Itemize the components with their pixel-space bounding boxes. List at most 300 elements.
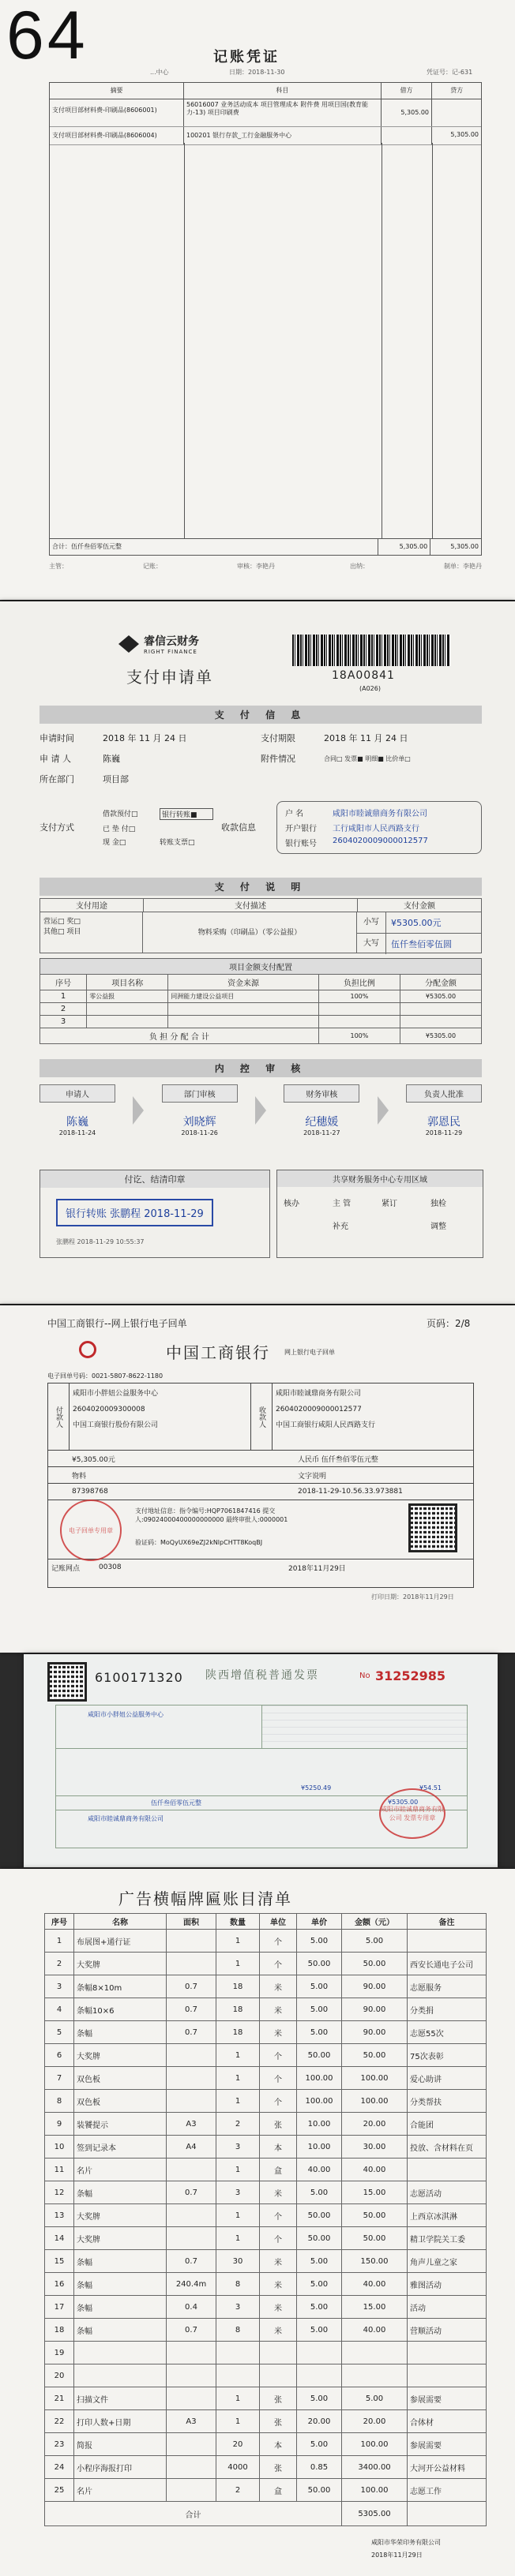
share-item: 主 管 xyxy=(333,1200,351,1208)
list-cell: 条幅 xyxy=(74,2250,167,2273)
list-cell: 1 xyxy=(216,2227,260,2250)
list-cell: 大奖牌 xyxy=(74,2204,167,2227)
list-row xyxy=(45,2387,487,2410)
list-cell: 90.00 xyxy=(342,2021,408,2044)
list-cell: 20.00 xyxy=(342,2410,408,2433)
list-cell xyxy=(297,2342,342,2364)
list-cell: 3400.00 xyxy=(342,2456,408,2479)
list-cell: 本 xyxy=(260,2433,297,2456)
list-header: 名称 xyxy=(74,1914,167,1930)
receipt-tx-no: 87398768 xyxy=(72,1488,108,1496)
list-cell: 10.00 xyxy=(297,2136,342,2159)
list-cell xyxy=(167,2456,216,2479)
payer-bank: 中国工商银行股份有限公司 xyxy=(73,1421,159,1429)
brand-logo-icon xyxy=(118,635,139,653)
alloc-header: 负担比例 xyxy=(318,975,400,990)
list-cell: 100.00 xyxy=(342,2067,408,2090)
alloc-total-pct: 100% xyxy=(318,1028,400,1044)
list-row xyxy=(45,2433,487,2456)
section-desc: 支 付 说 明 xyxy=(39,878,482,896)
share-items xyxy=(277,1187,483,1241)
list-cell: 1 xyxy=(216,2410,260,2433)
payee-box xyxy=(276,801,482,854)
list-cell: 7 xyxy=(45,2067,74,2090)
list-row xyxy=(45,1953,487,1975)
alloc-row xyxy=(40,990,482,1003)
list-cell: 75次表彰 xyxy=(408,2044,487,2067)
list-cell xyxy=(408,2364,487,2387)
alloc-header: 项目名称 xyxy=(87,975,168,990)
list-cell: 米 xyxy=(260,2250,297,2273)
list-row xyxy=(45,2342,487,2364)
list-cell: 小程序海报打印 xyxy=(74,2456,167,2479)
list-cell: 11 xyxy=(45,2159,74,2181)
payer-name: 咸阳市小胖妞公益服务中心 xyxy=(73,1390,159,1398)
list-row xyxy=(45,2364,487,2387)
list-cell xyxy=(167,2479,216,2502)
list-cell: 40.00 xyxy=(342,2319,408,2342)
receipt-amount: ¥5,305.00元 xyxy=(72,1455,115,1464)
review-step xyxy=(162,1084,238,1136)
share-item: 调整 xyxy=(430,1222,446,1231)
list-cell: 个 xyxy=(260,1953,297,1975)
list-cell xyxy=(408,2342,487,2364)
payee-name-label: 户 名 xyxy=(285,809,304,818)
list-cell: 装饕提示 xyxy=(74,2113,167,2136)
voucher-row-credit: 5,305.00 xyxy=(450,131,479,138)
brand-logo xyxy=(118,633,199,655)
list-cell: 双色板 xyxy=(74,2090,167,2113)
list-cell: 3 xyxy=(216,2136,260,2159)
list-title: 广告横幅牌匾账目清单 xyxy=(118,1889,292,1908)
list-cell xyxy=(167,1953,216,1975)
attachment: 合同□ 发票■ 明细■ 比价单□ xyxy=(324,754,411,762)
method-option: 已 垫 付□ xyxy=(103,825,136,833)
pay-use: 营运□ xyxy=(43,918,65,926)
list-row xyxy=(45,1998,487,2021)
list-cell: 打印人数+日期 xyxy=(74,2410,167,2433)
list-cell xyxy=(408,2159,487,2181)
alloc-total-label: 负 担 分 配 合 计 xyxy=(40,1028,319,1044)
paid-title: 付讫、结清印章 xyxy=(40,1170,269,1188)
big-label: 大写 xyxy=(357,934,386,954)
share-block xyxy=(276,1170,483,1258)
list-cell: 5.00 xyxy=(342,2387,408,2410)
list-cell: 条幅 xyxy=(74,2021,167,2044)
voucher-row xyxy=(50,99,481,127)
list-cell: 1 xyxy=(216,1953,260,1975)
print-label: 记账网点 xyxy=(51,1564,81,1573)
list-cell xyxy=(342,2364,408,2387)
list-cell: 20.00 xyxy=(342,2113,408,2136)
list-total-value: 5305.00 xyxy=(342,2502,408,2526)
list-cell: 名片 xyxy=(74,2159,167,2181)
list-cell: 50.00 xyxy=(297,2204,342,2227)
list-cell: 50.00 xyxy=(297,1953,342,1975)
list-cell: 50.00 xyxy=(342,2227,408,2250)
list-cell: 20.00 xyxy=(297,2410,342,2433)
pay-use: 项目 xyxy=(66,928,81,936)
invoice-amount: ¥5250.49 xyxy=(301,1784,332,1792)
list-cell: 5 xyxy=(45,2021,74,2044)
list-row xyxy=(45,2021,487,2044)
desc-block xyxy=(39,898,482,953)
method-option: 转账支票□ xyxy=(160,838,195,847)
list-cell: 50.00 xyxy=(342,2044,408,2067)
list-cell xyxy=(167,2090,216,2113)
request-code: 18A00841 xyxy=(332,669,395,682)
invoice-code: 6100171320 xyxy=(95,1670,183,1685)
list-cell: 0.7 xyxy=(167,2021,216,2044)
invoice-number: 31252985 xyxy=(375,1668,446,1683)
applicant-label: 申 请 人 xyxy=(39,754,71,764)
receipt-title: 中国工商银行 xyxy=(166,1343,270,1362)
list-cell: 米 xyxy=(260,2319,297,2342)
list-cell: 1 xyxy=(216,2067,260,2090)
list-cell: 米 xyxy=(260,2273,297,2296)
review-step-title: 负责人批准 xyxy=(406,1084,482,1103)
list-cell: 条幅 xyxy=(74,2181,167,2204)
list-cell: 9 xyxy=(45,2113,74,2136)
list-cell: 10.00 xyxy=(297,2113,342,2136)
list-cell: 13 xyxy=(45,2204,74,2227)
small-amount: ¥5305.00元 xyxy=(391,918,442,928)
list-cell: 20 xyxy=(216,2433,260,2456)
list-row xyxy=(45,2227,487,2250)
pay-amount-label: 支付金额 xyxy=(404,902,435,911)
list-cell: 个 xyxy=(260,2204,297,2227)
list-cell: 张 xyxy=(260,2410,297,2433)
list-cell: 16 xyxy=(45,2273,74,2296)
review-step-date: 2018-11-29 xyxy=(425,1129,463,1136)
voucher-title: 记账凭证 xyxy=(213,49,280,66)
list-cell: 30 xyxy=(216,2250,260,2273)
list-cell: 盒 xyxy=(260,2159,297,2181)
print-user: 00308 xyxy=(99,1563,122,1571)
review-step-name: 郭恩民 xyxy=(427,1116,460,1129)
list-cell: 18 xyxy=(216,1998,260,2021)
review-step-title: 财务审核 xyxy=(284,1084,359,1103)
list-cell xyxy=(167,2204,216,2227)
list-row xyxy=(45,2410,487,2433)
list-cell xyxy=(167,1930,216,1953)
print-footer: 打印日期：2018年11月29日 xyxy=(371,1593,454,1601)
list-cell: 240.4m xyxy=(167,2273,216,2296)
list-header: 单价 xyxy=(297,1914,342,1930)
list-cell: 2 xyxy=(216,2113,260,2136)
voucher-table xyxy=(49,82,482,556)
list-cell xyxy=(297,2364,342,2387)
review-steps xyxy=(39,1084,482,1136)
review-step xyxy=(39,1084,115,1136)
list-cell: 24 xyxy=(45,2456,74,2479)
list-total-label: 合计 xyxy=(45,2502,342,2526)
list-cell: 米 xyxy=(260,1998,297,2021)
voucher-footer-item: 制单：李艳丹 xyxy=(444,563,482,570)
list-cell: 50.00 xyxy=(342,1953,408,1975)
share-item: 紧订 xyxy=(382,1200,397,1208)
list-cell: 5.00 xyxy=(297,2273,342,2296)
review-step-name: 刘晓辉 xyxy=(182,1116,216,1129)
list-cell: 个 xyxy=(260,2090,297,2113)
list-cell xyxy=(167,2159,216,2181)
receipt-payee-bank: 中国工商银行咸阳人民西路支行 xyxy=(276,1421,376,1429)
brand-name-en: RIGHT FINANCE xyxy=(144,649,197,655)
list-cell xyxy=(167,2342,216,2364)
list-cell: A4 xyxy=(167,2136,216,2159)
list-cell: 5.00 xyxy=(297,2296,342,2319)
list-cell: 5.00 xyxy=(297,1975,342,1998)
list-cell: 150.00 xyxy=(342,2250,408,2273)
list-cell: 15.00 xyxy=(342,2181,408,2204)
alloc-table xyxy=(39,958,482,1044)
alloc-cell: 3 xyxy=(40,1016,87,1028)
list-row xyxy=(45,2273,487,2296)
payer-acct: 2604020009300008 xyxy=(73,1405,145,1413)
list-header: 单位 xyxy=(260,1914,297,1930)
list-cell: 4 xyxy=(45,1998,74,2021)
list-cell: 15 xyxy=(45,2250,74,2273)
list-cell: 合体材 xyxy=(408,2410,487,2433)
list-row xyxy=(45,2250,487,2273)
detail-list-sheet xyxy=(0,1869,515,2576)
list-cell: 23 xyxy=(45,2433,74,2456)
alloc-cell: 1 xyxy=(40,990,87,1003)
list-cell: 40.00 xyxy=(342,2273,408,2296)
voucher-footer-item: 记账： xyxy=(143,563,162,570)
list-cell: 18 xyxy=(216,2021,260,2044)
list-cell: 条幅10×6 xyxy=(74,1998,167,2021)
list-cell: 条幅 xyxy=(74,2319,167,2342)
list-cell: 个 xyxy=(260,2044,297,2067)
list-cell: 14 xyxy=(45,2227,74,2250)
list-cell: 2 xyxy=(216,2479,260,2502)
share-item: 补充 xyxy=(333,1222,348,1231)
receipt-payee-acct: 2604020009000012577 xyxy=(276,1405,362,1413)
list-cell xyxy=(260,2342,297,2364)
pay-use: 其他□ xyxy=(43,928,65,936)
brand-name: 睿信云财务 xyxy=(144,635,199,648)
list-cell: 1 xyxy=(216,2044,260,2067)
list-cell: 张 xyxy=(260,2387,297,2410)
list-cell: 19 xyxy=(45,2342,74,2364)
payee-bank: 工行咸阳市人民西路支行 xyxy=(333,824,419,833)
list-cell: 50.00 xyxy=(342,2204,408,2227)
payee-acct-label: 银行账号 xyxy=(285,839,317,848)
payee-name: 咸阳市睦诚鼎商务有限公司 xyxy=(333,809,427,818)
list-cell: 条幅 xyxy=(74,2296,167,2319)
alloc-cell: 100% xyxy=(318,990,400,1003)
receipt-amount-big: 人民币 伍仟叁佰零伍元整 xyxy=(298,1455,378,1464)
list-cell: 5.00 xyxy=(297,2181,342,2204)
method-label: 支付方式 xyxy=(39,822,74,833)
page-number-label: 64 xyxy=(6,0,88,73)
payee-acct: 2604020009000012577 xyxy=(333,836,428,845)
list-row xyxy=(45,1975,487,1998)
list-header: 面积 xyxy=(167,1914,216,1930)
list-cell: 100.00 xyxy=(297,2090,342,2113)
list-cell: 投放、含材料在页 xyxy=(408,2136,487,2159)
method-option: 银行转账■ xyxy=(160,808,213,820)
dept: 项目部 xyxy=(103,774,129,784)
list-header: 数量 xyxy=(216,1914,260,1930)
list-cell: 简报 xyxy=(74,2433,167,2456)
invoice-total-label: 伍仟叁佰零伍元整 xyxy=(151,1799,201,1807)
list-row xyxy=(45,2319,487,2342)
list-cell xyxy=(74,2342,167,2364)
list-cell: 10 xyxy=(45,2136,74,2159)
list-cell: 米 xyxy=(260,2296,297,2319)
list-cell: 分类捐 xyxy=(408,1998,487,2021)
list-cell: 角声儿童之家 xyxy=(408,2250,487,2273)
list-row xyxy=(45,2479,487,2502)
list-cell: 2 xyxy=(45,1953,74,1975)
list-header: 金额（元） xyxy=(342,1914,408,1930)
voucher-doc-no: 凭证号：记-631 xyxy=(427,69,473,76)
list-cell: 0.7 xyxy=(167,2250,216,2273)
list-cell: 17 xyxy=(45,2296,74,2319)
receipt-header-left: 中国工商银行--网上银行电子回单 xyxy=(47,1318,187,1329)
list-cell: 90.00 xyxy=(342,1998,408,2021)
dept-label: 所在部门 xyxy=(39,774,74,784)
list-cell: 西安长通电子公司 xyxy=(408,1953,487,1975)
alloc-row xyxy=(40,1016,482,1028)
list-cell: 0.85 xyxy=(297,2456,342,2479)
method-option: 现 金□ xyxy=(103,838,126,847)
list-cell: 5.00 xyxy=(297,2250,342,2273)
list-cell: 5.00 xyxy=(297,1930,342,1953)
voucher-row-summary: 支付项目部材料费-印刷品(8606004) xyxy=(50,127,184,144)
alloc-header: 分配金额 xyxy=(400,975,481,990)
receipt-no: 电子回单号码：0021-5807-8622-1180 xyxy=(47,1372,164,1380)
list-cell: 100.00 xyxy=(342,2090,408,2113)
list-cell: 50.00 xyxy=(297,2479,342,2502)
alloc-title: 项目金额支付配置 xyxy=(40,959,482,975)
print-date: 2018年11月29日 xyxy=(288,1564,346,1573)
list-row xyxy=(45,1930,487,1953)
payee-label: 收款信息 xyxy=(221,822,256,833)
list-cell: 8 xyxy=(45,2090,74,2113)
small-label: 小写 xyxy=(357,912,386,933)
receipt-tx-time: 2018-11-29-10.56.33.973881 xyxy=(298,1488,403,1496)
voucher-row xyxy=(50,127,481,145)
list-cell: 营顺活动 xyxy=(408,2319,487,2342)
list-cell: 米 xyxy=(260,2021,297,2044)
list-cell: 参展需要 xyxy=(408,2433,487,2456)
list-row xyxy=(45,2113,487,2136)
voucher-sheet xyxy=(0,0,515,600)
list-cell: 12 xyxy=(45,2181,74,2204)
list-cell: 分类帮扶 xyxy=(408,2090,487,2113)
list-cell: 21 xyxy=(45,2387,74,2410)
list-cell: 100.00 xyxy=(297,2067,342,2090)
list-cell: 签到记录本 xyxy=(74,2136,167,2159)
list-cell: 8 xyxy=(216,2319,260,2342)
voucher-total-label: 合计：伍仟叁佰零伍元整 xyxy=(50,539,378,555)
list-cell: 0.7 xyxy=(167,1975,216,1998)
list-cell xyxy=(260,2364,297,2387)
receipt-table xyxy=(47,1383,474,1588)
review-step-date: 2018-11-26 xyxy=(181,1129,218,1136)
list-cell xyxy=(167,2044,216,2067)
list-row xyxy=(45,2136,487,2159)
list-cell: 参展需要 xyxy=(408,2387,487,2410)
list-cell: 50.00 xyxy=(297,2227,342,2250)
voucher-row-summary: 支付项目部材料费-印刷品(8606001) xyxy=(50,99,184,126)
voucher-header-summary: 摘要 xyxy=(50,83,184,99)
voucher-row-subject: 56016007 业务活动成本 项目管理成本 附件费 用项目国(教育能力-13) 项目印刷费 xyxy=(184,99,382,126)
voucher-footer xyxy=(49,562,482,571)
list-cell: 0.4 xyxy=(167,2296,216,2319)
list-cell: 20 xyxy=(45,2364,74,2387)
list-cell: A3 xyxy=(167,2113,216,2136)
list-header: 备注 xyxy=(408,1914,487,1930)
receipt-payee-name: 咸阳市睦诚鼎商务有限公司 xyxy=(276,1390,362,1398)
qr-code-icon xyxy=(408,1503,457,1552)
voucher-footer-item: 主管： xyxy=(49,563,68,570)
list-cell: 志愿活动 xyxy=(408,2181,487,2204)
list-row xyxy=(45,2296,487,2319)
list-row xyxy=(45,2456,487,2479)
review-step-title: 申请人 xyxy=(39,1084,115,1103)
review-step-name: 纪穗媛 xyxy=(305,1116,339,1129)
list-row xyxy=(45,2044,487,2067)
list-cell: 大奖牌 xyxy=(74,2227,167,2250)
share-item: 独检 xyxy=(430,1200,446,1208)
list-cell: 3 xyxy=(216,2181,260,2204)
payment-request-sheet xyxy=(0,601,515,1304)
pay-date-label: 支付期限 xyxy=(261,733,295,743)
invoice-number-prefix: No xyxy=(359,1672,370,1680)
list-cell: 1 xyxy=(216,2387,260,2410)
invoice-stamp: 咸阳市睦诚鼎商务有限公司 发票专用章 xyxy=(379,1788,445,1839)
list-cell: 1 xyxy=(216,2159,260,2181)
voucher-header-credit: 贷方 xyxy=(450,87,464,94)
voucher-total-debit: 5,305.00 xyxy=(378,539,431,555)
paid-stamp: 银行转账 张鹏程 2018-11-29 xyxy=(56,1199,213,1226)
list-cell xyxy=(74,2364,167,2387)
alloc-cell: 同洲能力建设公益项目 xyxy=(168,990,319,1003)
list-cell: 张 xyxy=(260,2113,297,2136)
list-cell: 0.7 xyxy=(167,2319,216,2342)
review-step-date: 2018-11-27 xyxy=(303,1129,340,1136)
list-cell: 大奖牌 xyxy=(74,1953,167,1975)
list-cell: 1 xyxy=(216,2090,260,2113)
list-footer: 咸阳市华荣印务有限公司 xyxy=(371,2539,441,2546)
review-step-date: 2018-11-24 xyxy=(58,1129,96,1136)
list-cell: 40.00 xyxy=(342,2159,408,2181)
list-cell: 志愿55次 xyxy=(408,2021,487,2044)
paid-footer: 张鹏程 2018-11-29 10:55:37 xyxy=(56,1238,145,1245)
method-options xyxy=(103,808,213,847)
list-row xyxy=(45,2159,487,2181)
list-cell xyxy=(216,2364,260,2387)
method-option: 借款预付□ xyxy=(103,810,138,818)
receipt-subtitle: 网上银行电子回单 xyxy=(284,1349,335,1356)
list-cell: 5.00 xyxy=(342,1930,408,1953)
list-cell: 5.00 xyxy=(297,2433,342,2456)
review-step xyxy=(284,1084,359,1136)
list-cell xyxy=(167,2364,216,2387)
list-cell: 18 xyxy=(216,1975,260,1998)
invoice-qr-icon xyxy=(47,1662,87,1702)
invoice-title: 陕西增值税普通发票 xyxy=(205,1669,319,1682)
list-cell: 条幅8×10m xyxy=(74,1975,167,1998)
list-cell: 大河开公益材料 xyxy=(408,2456,487,2479)
list-cell: 米 xyxy=(260,2181,297,2204)
list-cell xyxy=(342,2342,408,2364)
list-cell: 100.00 xyxy=(342,2479,408,2502)
